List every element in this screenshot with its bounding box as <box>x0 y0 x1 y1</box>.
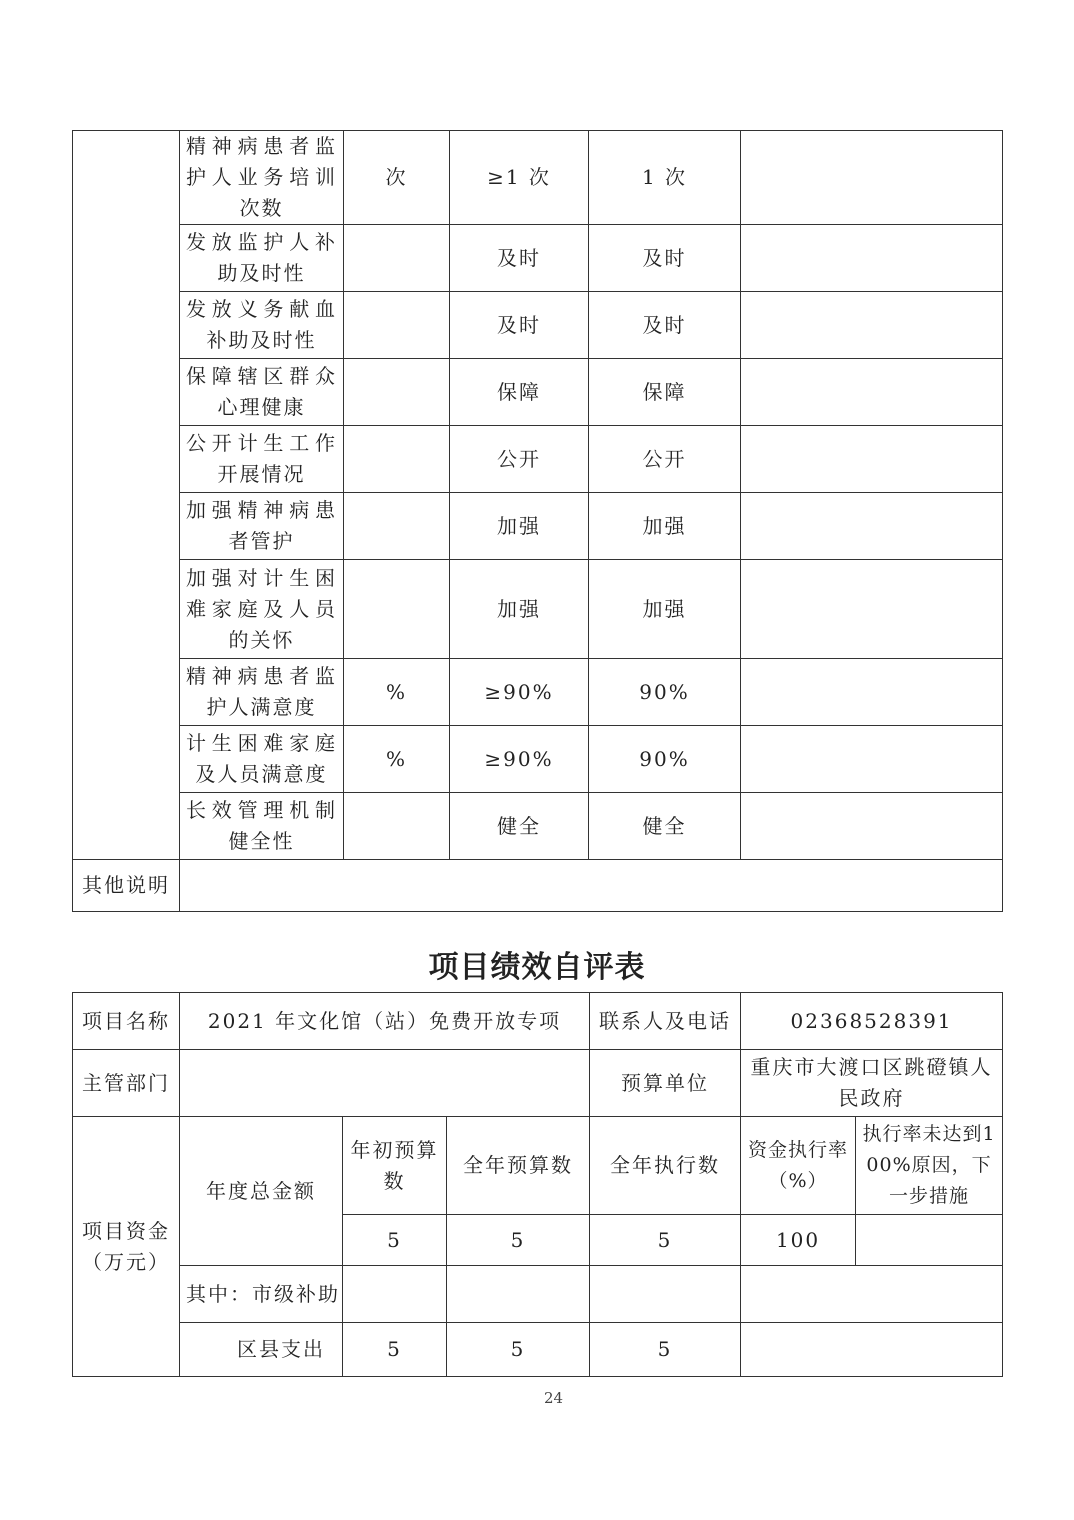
total-executed-value: 5 <box>590 1215 741 1266</box>
indicator-category-cell <box>73 131 180 860</box>
project-name-row <box>73 993 1003 1050</box>
indicator-actual: 90% <box>589 659 741 726</box>
indicator-row <box>73 726 1003 793</box>
indicator-actual: 加强 <box>589 560 741 659</box>
budget-unit-value: 重庆市大渡口区跳磴镇人民政府 <box>741 1050 1003 1117</box>
indicator-actual: 公开 <box>589 426 741 493</box>
indicator-note <box>741 659 1003 726</box>
indicator-unit: % <box>344 659 450 726</box>
county-rate-value <box>741 1323 1003 1377</box>
indicator-unit <box>344 426 450 493</box>
city-rate-value <box>741 1266 1003 1323</box>
indicator-target: ≥90% <box>450 659 589 726</box>
contact-value: 02368528391 <box>741 993 1003 1050</box>
indicator-row <box>73 793 1003 860</box>
indicator-note <box>741 726 1003 793</box>
indicator-row <box>73 659 1003 726</box>
indicator-target: 公开 <box>450 426 589 493</box>
indicator-name: 加强精神病患者管护 <box>180 493 344 560</box>
other-notes-label: 其他说明 <box>73 860 180 912</box>
indicator-actual: 90% <box>589 726 741 793</box>
city-initial-value <box>343 1266 447 1323</box>
annual-budget-header: 全年预算数 <box>447 1117 590 1215</box>
total-initial-value: 5 <box>343 1215 447 1266</box>
total-reason-value <box>856 1215 1003 1266</box>
county-initial-value: 5 <box>343 1323 447 1377</box>
project-name-label: 项目名称 <box>73 993 180 1050</box>
indicator-unit: 次 <box>344 131 450 225</box>
indicator-actual: 及时 <box>589 225 741 292</box>
county-expense-label: 区县支出 <box>180 1323 343 1377</box>
indicator-target: 加强 <box>450 493 589 560</box>
total-annual-value: 5 <box>447 1215 590 1266</box>
page-title: 项目绩效自评表 <box>428 950 646 985</box>
other-notes-value <box>180 860 1003 912</box>
indicator-row <box>73 292 1003 359</box>
indicator-target: 健全 <box>450 793 589 860</box>
indicator-name: 精神病患者监护人满意度 <box>180 659 344 726</box>
indicator-note <box>741 493 1003 560</box>
funds-header-row <box>73 1117 1003 1215</box>
indicator-name: 加强对计生困难家庭及人员的关怀 <box>180 560 344 659</box>
total-amount-label: 年度总金额 <box>180 1117 343 1266</box>
indicator-target: 及时 <box>450 292 589 359</box>
indicator-target: ≥90% <box>450 726 589 793</box>
indicator-actual: 及时 <box>589 292 741 359</box>
initial-budget-header: 年初预算数 <box>343 1117 447 1215</box>
indicator-note <box>741 359 1003 426</box>
indicator-row <box>73 131 1003 225</box>
dept-value <box>180 1050 590 1117</box>
indicator-unit <box>344 493 450 560</box>
indicator-unit: % <box>344 726 450 793</box>
city-subsidy-label: 其中：市级补助 <box>180 1266 343 1323</box>
indicator-note <box>741 560 1003 659</box>
indicator-target: 保障 <box>450 359 589 426</box>
indicator-name: 计生困难家庭及人员满意度 <box>180 726 344 793</box>
indicator-note <box>741 225 1003 292</box>
dept-label: 主管部门 <box>73 1050 180 1117</box>
budget-unit-label: 预算单位 <box>590 1050 741 1117</box>
indicator-name: 保障辖区群众心理健康 <box>180 359 344 426</box>
indicator-target: 加强 <box>450 560 589 659</box>
city-annual-value <box>447 1266 590 1323</box>
project-name-value: 2021 年文化馆（站）免费开放专项 <box>180 993 590 1050</box>
indicator-note <box>741 793 1003 860</box>
project-table <box>72 992 1003 1377</box>
indicator-name: 长效管理机制健全性 <box>180 793 344 860</box>
indicator-row <box>73 225 1003 292</box>
city-subsidy-row <box>73 1266 1003 1323</box>
indicator-actual: 保障 <box>589 359 741 426</box>
indicator-row <box>73 426 1003 493</box>
indicator-name: 公开计生工作开展情况 <box>180 426 344 493</box>
county-executed-value: 5 <box>590 1323 741 1377</box>
indicator-note <box>741 131 1003 225</box>
indicator-target: ≥1 次 <box>450 131 589 225</box>
funds-label: 项目资金（万元） <box>73 1117 180 1377</box>
county-annual-value: 5 <box>447 1323 590 1377</box>
indicator-name: 发放监护人补助及时性 <box>180 225 344 292</box>
indicator-unit <box>344 292 450 359</box>
department-row <box>73 1050 1003 1117</box>
shortfall-reason-header: 执行率未达到100%原因，下一步措施 <box>856 1117 1003 1215</box>
indicator-unit <box>344 560 450 659</box>
execution-rate-header: 资金执行率（%） <box>741 1117 856 1215</box>
indicator-row <box>73 560 1003 659</box>
contact-label: 联系人及电话 <box>590 993 741 1050</box>
indicator-actual: 加强 <box>589 493 741 560</box>
page-number: 24 <box>543 1389 564 1407</box>
indicator-name: 发放义务献血补助及时性 <box>180 292 344 359</box>
indicator-row <box>73 359 1003 426</box>
indicator-row <box>73 493 1003 560</box>
indicator-note <box>741 292 1003 359</box>
indicator-name: 精神病患者监护人业务培训次数 <box>180 131 344 225</box>
indicator-note <box>741 426 1003 493</box>
indicator-unit <box>344 793 450 860</box>
indicator-unit <box>344 359 450 426</box>
indicator-actual: 健全 <box>589 793 741 860</box>
executed-header: 全年执行数 <box>590 1117 741 1215</box>
city-executed-value <box>590 1266 741 1323</box>
indicator-table <box>72 130 1003 912</box>
indicator-unit <box>344 225 450 292</box>
county-expense-row <box>73 1323 1003 1377</box>
indicator-target: 及时 <box>450 225 589 292</box>
total-rate-value: 100 <box>741 1215 856 1266</box>
indicator-actual: 1 次 <box>589 131 741 225</box>
other-notes-row <box>73 860 1003 912</box>
